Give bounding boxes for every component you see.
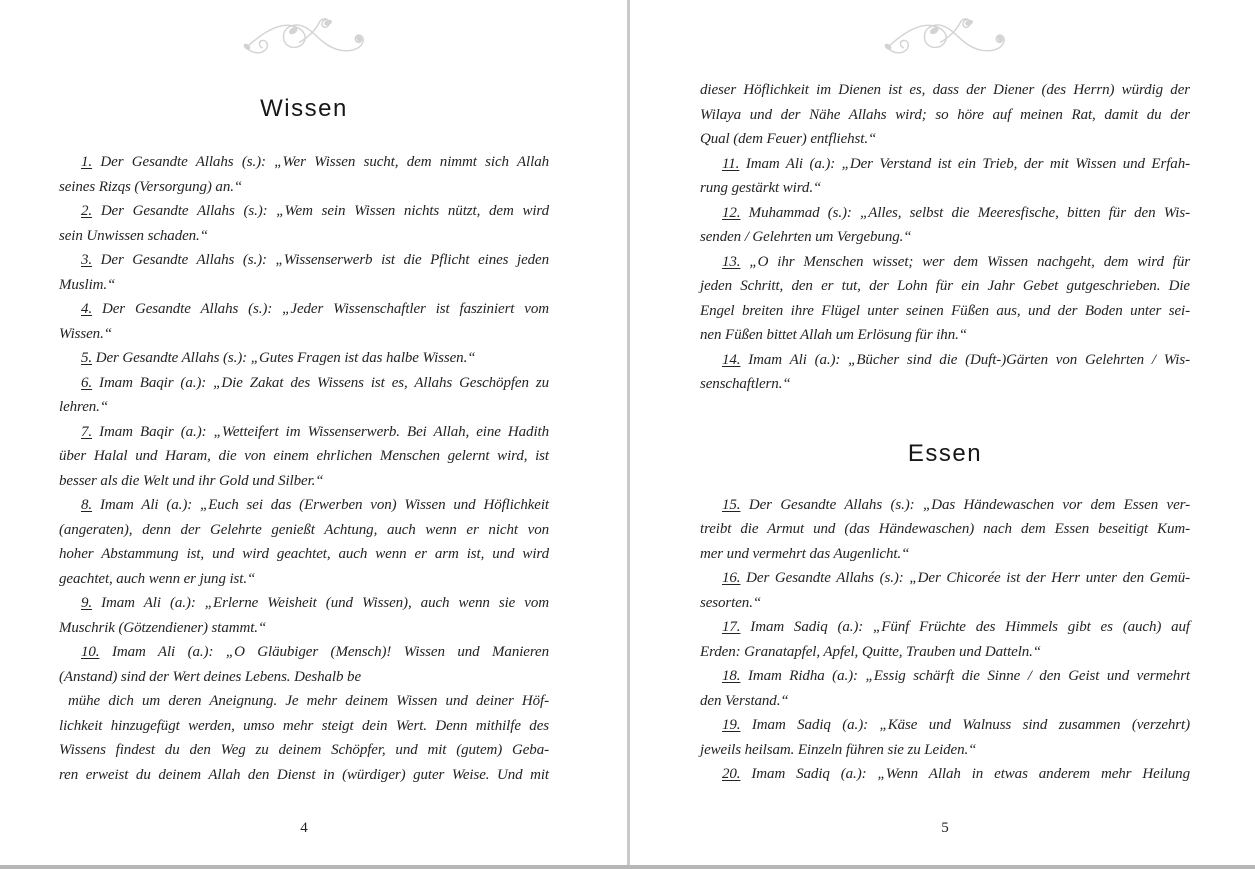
text-line: Muschrik (Götzendiener) stammt.“ <box>59 619 267 636</box>
text-line: ren erweist du deinem Allah den Dienst in (würdiger) guter Weise. Und mit <box>59 766 549 783</box>
item-number: 19. <box>722 717 741 733</box>
item-number: 6. <box>81 374 93 391</box>
text-line: sein Unwissen schaden.“ <box>59 227 208 244</box>
paragraph <box>700 201 1190 250</box>
page-divider <box>627 0 630 869</box>
text-line: 20. Imam Sadiq (a.): „Wenn Allah in etwas anderem mehr Heilung <box>722 766 1190 782</box>
bottom-edge <box>0 865 1255 869</box>
text-line: rung gestärkt wird.“ <box>700 180 822 196</box>
item-number: 12. <box>722 204 741 221</box>
text-line: 5. Der Gesandte Allahs (s.): „Gutes Fragen ist das halbe Wissen.“ <box>81 350 476 366</box>
section-heading: Wissen <box>260 95 348 122</box>
text-line: 11. Imam Ali (a.): „Der Verstand ist ein Trieb, der mit Wissen und Erfah- <box>722 155 1190 172</box>
paragraph <box>700 78 1190 152</box>
paragraph <box>59 420 549 494</box>
item-number: 7. <box>81 423 93 440</box>
paragraph <box>700 713 1190 762</box>
paragraph <box>59 346 549 371</box>
text-line: senschaftlern.“ <box>700 376 791 392</box>
item-number: 20. <box>722 766 741 782</box>
section-heading: Essen <box>907 439 983 467</box>
text-line: senden / Gelehrten um Vergebung.“ <box>700 229 912 245</box>
text-line: Muslim.“ <box>59 276 116 293</box>
item-number: 18. <box>722 668 741 684</box>
text-line: 7. Imam Baqir (a.): „Wetteifert im Wissenserwerb. Bei Allah, eine Hadith <box>81 423 549 440</box>
text-line: 18. Imam Ridha (a.): „Essig schärft die Sinne / den Geist und vermehrt <box>722 668 1190 684</box>
item-number: 11. <box>722 155 740 172</box>
text-line: mühe dich um deren Aneignung. Je mehr deinem Wissen und deiner Höf- <box>68 693 549 709</box>
text-line: 15. Der Gesandte Allahs (s.): „Das Händewaschen vor dem Essen ver- <box>722 496 1190 513</box>
text-line: Erden: Granatapfel, Apfel, Quitte, Trauben und Datteln.“ <box>700 643 1042 660</box>
flourish-swirl-icon <box>700 12 1190 70</box>
paragraph <box>59 591 549 640</box>
text-line: mer und vermehrt das Augenlicht.“ <box>700 545 910 562</box>
text-line: 10. Imam Ali (a.): „O Gläubiger (Mensch)! Wissen und Manieren <box>81 644 549 660</box>
text-line: geachtet, auch wenn er jung ist.“ <box>59 570 256 587</box>
paragraph <box>59 248 549 297</box>
text-line: über Halal und Haram, die von einem ehrlichen Menschen gelernt wird, ist <box>59 448 549 464</box>
page-number: 5 <box>941 820 949 836</box>
text-line: 12. Muhammad (s.): „Alles, selbst die Meeresfische, bitten für den Wis- <box>722 204 1190 221</box>
item-number: 5. <box>81 350 93 366</box>
paragraph <box>59 199 549 248</box>
page-right <box>700 0 1190 869</box>
text-line: 4. Der Gesandte Allahs (s.): „Jeder Wissenschaftler ist fasziniert vom <box>81 301 549 317</box>
text-line: Qual (dem Feuer) entfliehst.“ <box>700 131 877 147</box>
text-line: 1. Der Gesandte Allahs (s.): „Wer Wissen sucht, dem nimmt sich Allah <box>81 154 549 170</box>
text-line: besser als die Welt und ihr Gold und Silber.“ <box>59 472 324 489</box>
item-number: 13. <box>722 253 741 270</box>
item-number: 17. <box>722 619 741 635</box>
item-number: 9. <box>81 595 93 611</box>
text-line: 8. Imam Ali (a.): „Euch sei das (Erwerben von) Wissen und Höflichkeit <box>81 497 549 513</box>
page-number: 4 <box>300 820 308 836</box>
text-line: 19. Imam Sadiq (a.): „Käse und Walnuss sind zusammen (verzehrt) <box>722 717 1190 733</box>
paragraph <box>700 348 1190 397</box>
item-number: 16. <box>722 570 741 586</box>
item-number: 3. <box>81 252 93 268</box>
paragraph <box>700 762 1190 787</box>
text-line: 3. Der Gesandte Allahs (s.): „Wissenserwerb ist die Pflicht eines jeden <box>81 252 549 268</box>
paragraph <box>59 689 549 787</box>
text-line: (angeraten), denn der Gelehrte genießt Achtung, auch wenn er nicht von <box>59 521 549 538</box>
paragraph <box>59 371 549 420</box>
page-left <box>59 0 549 869</box>
text-line: 9. Imam Ali (a.): „Erlerne Weisheit (und Wissen), auch wenn sie vom <box>81 595 549 611</box>
text-line: dieser Höflichkeit im Dienen ist es, dass der Diener (des Herrn) würdig der <box>700 82 1190 98</box>
text-line: hoher Abstammung ist, und wird geachtet, auch wenn er arm ist, und wird <box>59 546 549 562</box>
text-line: Wilaya und der Nähe Allahs wird; so höre auf meinen Rat, damit du der <box>700 106 1190 123</box>
text-line: treibt die Armut und (das Händewaschen) nach dem Essen beseitigt Kum- <box>700 521 1190 537</box>
text-line: sesorten.“ <box>700 594 762 611</box>
item-number: 4. <box>81 301 93 317</box>
paragraph <box>59 150 549 199</box>
paragraph <box>700 664 1190 713</box>
paragraph <box>59 297 549 346</box>
page-right-content <box>700 78 1190 787</box>
text-line: lichkeit hinzugefügt werden, umso mehr steigt dein Wert. Denn mithilfe des <box>59 717 549 734</box>
paragraph <box>59 493 549 591</box>
text-line: 14. Imam Ali (a.): „Bücher sind die (Duft-)Gärten von Gelehrten / Wis- <box>722 351 1190 368</box>
paragraph <box>700 493 1190 567</box>
text-line: den Verstand.“ <box>700 692 789 709</box>
page-left-content <box>59 92 549 787</box>
text-line: Wissens findest du den Weg zu deinem Schöpfer, und mit (gutem) Geba- <box>59 742 549 758</box>
text-line: seines Rizqs (Versorgung) an.“ <box>59 178 243 195</box>
text-line: 17. Imam Sadiq (a.): „Fünf Früchte des Himmels gibt es (auch) auf <box>722 619 1190 635</box>
paragraph <box>700 152 1190 201</box>
text-line: jeden Schritt, den er tut, der Lohn für ein Jahr Gebet gutgeschrieben. Die <box>700 278 1190 294</box>
item-number: 15. <box>722 496 741 513</box>
flourish-swirl-icon <box>59 12 549 70</box>
item-number: 14. <box>722 351 741 368</box>
text-line: 6. Imam Baqir (a.): „Die Zakat des Wissens ist es, Allahs Geschöpfen zu <box>81 374 549 391</box>
item-number: 2. <box>81 203 93 219</box>
text-line: 2. Der Gesandte Allahs (s.): „Wem sein Wissen nichts nützt, dem wird <box>81 203 549 219</box>
paragraph <box>59 640 549 689</box>
paragraph <box>700 566 1190 615</box>
paragraph <box>700 250 1190 348</box>
text-line: (Anstand) sind der Wert deines Lebens. Deshalb be <box>59 668 362 685</box>
text-line: lehren.“ <box>59 399 109 415</box>
text-line: Engel breiten ihre Flügel unter seinen Füßen aus, und der Boden unter sei- <box>700 302 1190 319</box>
item-number: 10. <box>81 644 100 660</box>
text-line: jeweils heilsam. Einzeln führen sie zu Leiden.“ <box>700 741 977 758</box>
text-line: 13. „O ihr Menschen wisset; wer dem Wissen nachgeht, dem wird für <box>722 253 1190 270</box>
text-line: Wissen.“ <box>59 325 112 342</box>
item-number: 8. <box>81 497 93 513</box>
text-line: nen Füßen bittet Allah um Erlösung für ihn.“ <box>700 327 967 343</box>
item-number: 1. <box>81 154 93 170</box>
paragraph <box>700 615 1190 664</box>
text-line: 16. Der Gesandte Allahs (s.): „Der Chicorée ist der Herr unter den Gemü- <box>722 570 1190 586</box>
